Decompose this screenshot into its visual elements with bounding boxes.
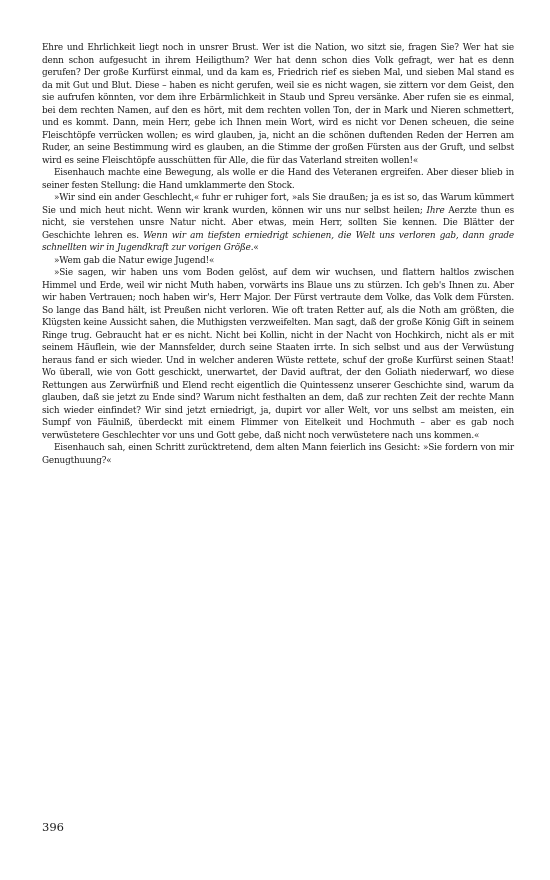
paragraph-3 — [42, 192, 514, 255]
paragraph-3-text-c: « — [253, 243, 259, 253]
paragraph-1-text: Ehre und Ehrlichkeit liegt noch in unsrer Brust. Wer ist die Nation, wo sitzt sie, fragen Sie? Wer hat sie denn schon aufgesucht in ihrem Heiligthum? Wer hat denn schon dies Volk gefragt, wer hat es denn gerufen? Der große Kurfürst einmal, und da kam es, Friedrich rief es sieben Mal, und sieben Mal stand es da mit Gut und Blut. Diese – haben es nicht gerufen, weil sie es nicht wagen, sie zittern vor dem Geist, den sie aufrufen könnten, vor dem ihre Erbärmlichkeit in Staub und Spreu versänke. Aber rufen sie es einmal, bei dem rechten Namen, auf den es hört, mit dem rechten vollen Ton, der in Mark und Nieren schmettert, und es kommt. Dann, mein Herr, gebe ich Ihnen mein Wort, wird es nicht vor Denen scheuen, die seine Fleischtöpfe verrücken wollen; es wird glauben, ja, nicht an die schönen duftenden Reden der Herren am Ruder, an seine Bestimmung wird es glauben, an die Stimme der großen Fürsten aus der Gruft, und selbst wird es seine Fleischtöpfe ausschütten für Alle, die für das Vaterland streiten wollen!« — [42, 43, 514, 166]
paragraph-5-text: »Sie sagen, wir haben uns vom Boden gelöst, auf dem wir wuchsen, und flattern haltlos zwischen Himmel und Erde, weil wir nicht Muth haben, vorwärts ins Blaue uns zu stürzen. Ich geb's Ihnen zu. Aber wir haben Vertrauen; noch haben wir's, Herr Major. Der Fürst vertraute dem Volke, das Volk dem Fürsten. So lange das Band hält, ist Preußen nicht verloren. Wie oft traten Retter auf, als die Noth am größten, die Klügsten keine Aussicht sahen, die Muthigsten verzweifelten. Man sagt, daß der große König Gift in seinem Ringe trug. Gebraucht hat er es nicht. Nicht bei Kollin, nicht in der Nacht von Hochkirch, nicht als er mit seinem Häuflein, wie der Mannsfelder, durch seine Staaten irrte. In sich selbst und aus der Verwüstung heraus fand er sich wieder. Und in welcher anderen Wüste rettete, schuf der große Kurfürst seinen Staat! Wo überall, wie von Gott geschickt, unerwartet, der David auftrat, der den Goliath niederwarf, wo diese Rettungen aus Zerwürfniß und Elend recht eigentlich die Quintessenz unserer Geschichte sind, warum da glauben, daß sie jetzt zu Ende sind? Warum nicht festhalten an dem, daß zur rechten Zeit der rechte Mann sich wieder einfindet? Wir sind jetzt erniedrigt, ja, dupirt vor aller Welt, vor uns selbst am meisten, ein Sumpf von Fäulniß, überdeckt mit einem Flimmer von Eitelkeit und Hochmuth – aber es gab noch verwüstetere Geschlechter vor uns und Gott gebe, daß nicht noch verwüstetere nach uns kommen.« — [42, 268, 514, 441]
paragraph-3-text-b: Aerzte thun es nicht, sie verstehen unsre Natur nicht. Aber etwas, mein Herr, sollten Sie kennen. Die Blätter der Geschichte lehren es. — [42, 205, 514, 241]
paragraph-3-emphasis-ihre: Ihre — [426, 205, 445, 216]
paragraph-4 — [42, 255, 514, 268]
paragraph-2 — [42, 167, 514, 192]
paragraph-1 — [42, 42, 514, 167]
paragraph-3-text-a: »Wir sind ein ander Geschlecht,« fuhr er ruhiger fort, »als Sie draußen; ja es ist so, das Warum kümmert Sie und mich heut nicht. Wenn wir krank wurden, können wir uns nur selbst heilen; — [42, 193, 514, 216]
paragraph-5 — [42, 267, 514, 442]
paragraph-6 — [42, 442, 514, 467]
paragraph-6-text: Eisenhauch sah, einen Schritt zurücktretend, dem alten Mann feierlich ins Gesicht: »Sie fordern von mir Genugthuung?« — [42, 443, 514, 466]
book-page — [42, 42, 514, 822]
paragraph-4-text: »Wem gab die Natur ewige Jugend!« — [54, 255, 215, 266]
paragraph-3-emphasis-quote: Wenn wir am tiefsten erniedrigt schienen, die Welt uns verloren gab, dann grade schnellten wir in Jugendkraft zur vorigen Größe. — [42, 230, 514, 253]
paragraph-2-text: Eisenhauch machte eine Bewegung, als wolle er die Hand des Veteranen ergreifen. Aber dieser blieb in seiner festen Stellung: die Hand umklammerte den Stock. — [42, 168, 514, 191]
page-number: 396 — [42, 820, 64, 834]
